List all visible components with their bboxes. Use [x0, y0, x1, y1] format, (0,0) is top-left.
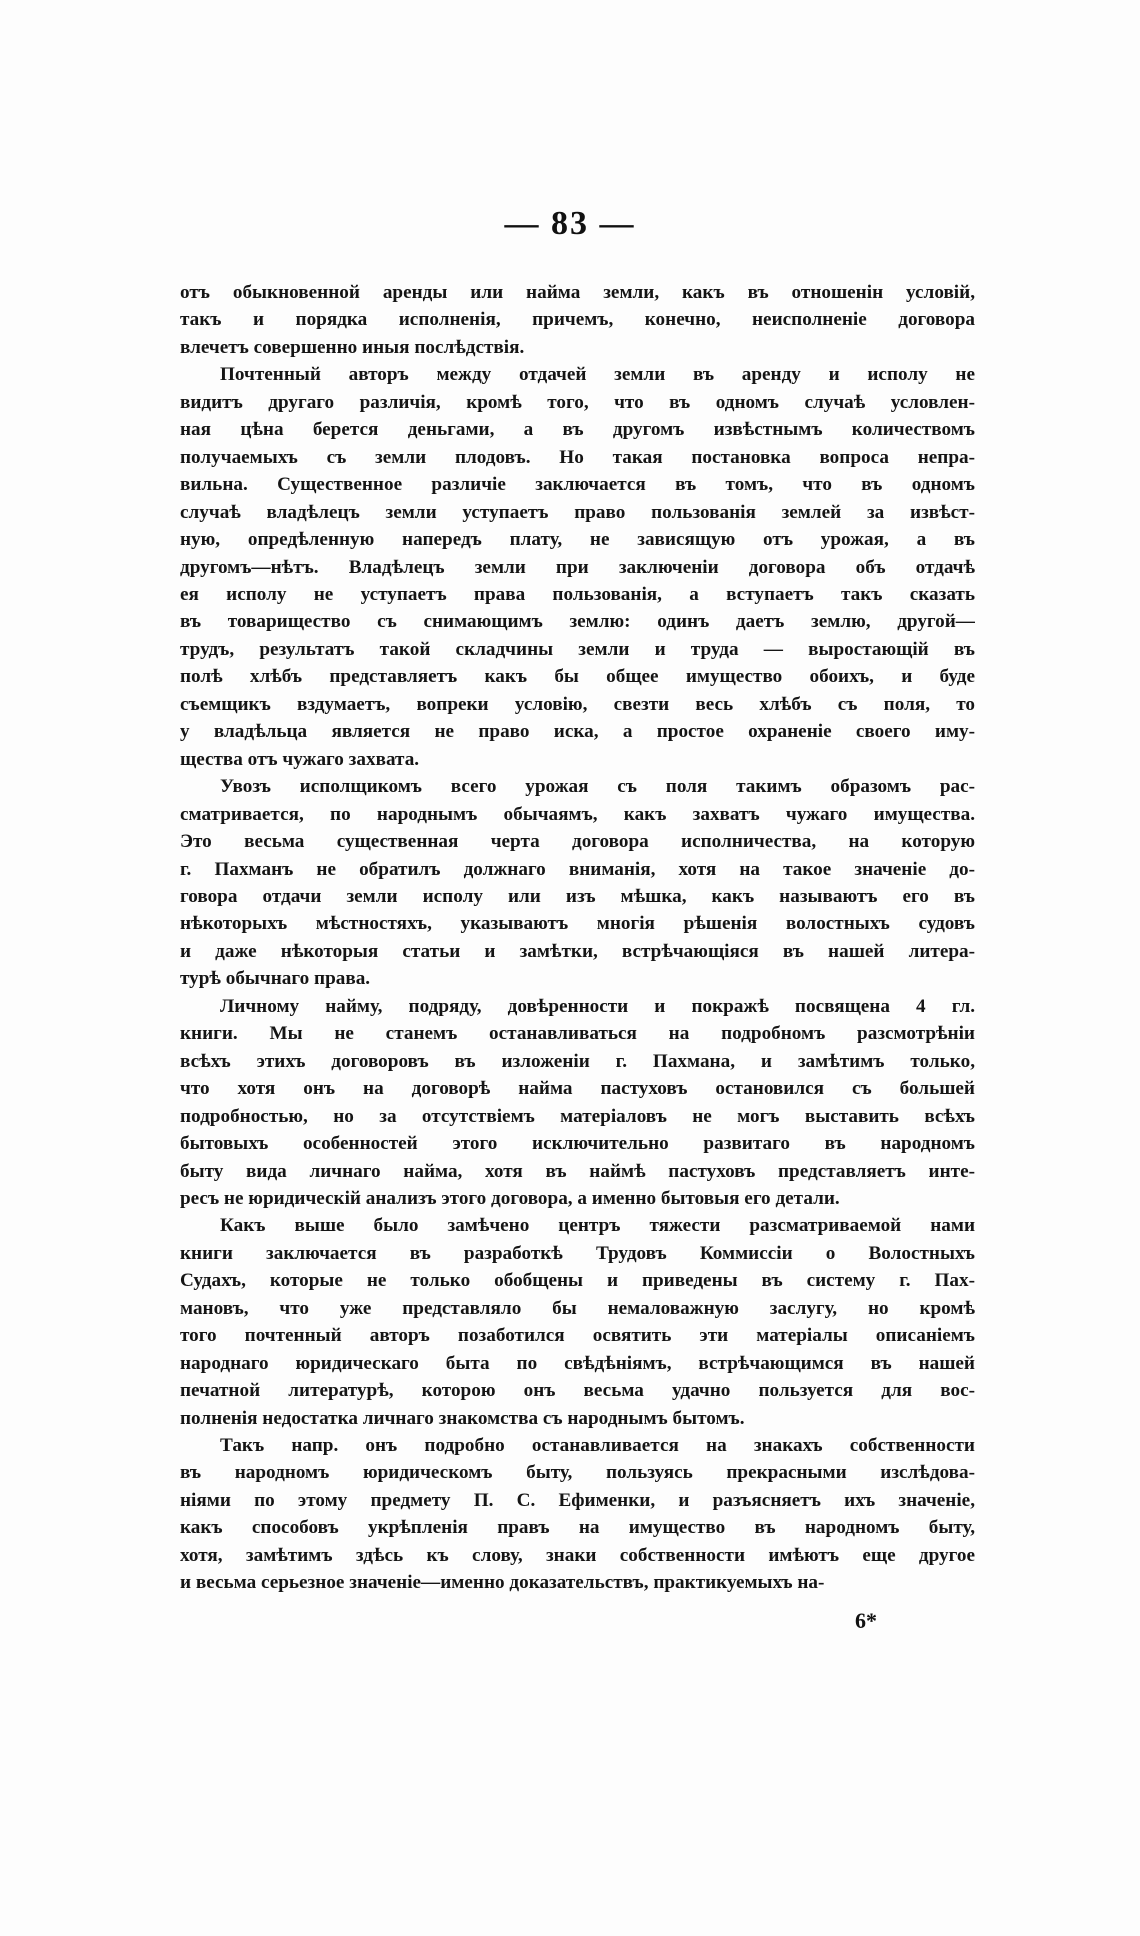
text-line: Судахъ, которые не только обобщены и приведены въ систему г. Пах- — [180, 1270, 975, 1292]
paragraph — [180, 279, 975, 361]
text-line: у владѣльца является не право иска, а простое охраненіе своего иму- — [180, 721, 975, 743]
text-line: въ народномъ юридическомъ быту, пользуясь прекрасными изслѣдова- — [180, 1462, 975, 1484]
text-line: Личному найму, подряду, довѣренности и покражѣ посвящена 4 гл. — [220, 995, 975, 1017]
text-line: нѣкоторыхъ мѣстностяхъ, указываютъ многія рѣшенія волостныхъ судовъ — [180, 913, 975, 935]
text-line: какъ способовъ укрѣпленія правъ на имущество въ народномъ быту, — [180, 1517, 975, 1539]
text-line: полѣ хлѣбъ представляетъ какъ бы общее имущество обоихъ, и буде — [180, 666, 975, 688]
text-line: бытовыхъ особенностей этого исключительно развитаго въ народномъ — [180, 1133, 975, 1155]
page-number: — 83 — — [504, 205, 636, 242]
text-line: съемщикъ вздумаетъ, вопреки условію, свезти весь хлѣбъ съ поля, то — [180, 693, 975, 715]
text-line: ная цѣна берется деньгами, а въ другомъ извѣстнымъ количествомъ — [180, 419, 975, 441]
text-line: Какъ выше было замѣчено центръ тяжести разсматриваемой нами — [220, 1215, 975, 1237]
text-line: и даже нѣкоторыя статьи и замѣтки, встрѣчающіяся въ нашей литера- — [180, 940, 975, 962]
text-line: турѣ обычнаго права. — [180, 968, 371, 990]
text-line: полненія недостатка личнаго знакомства съ народнымъ бытомъ. — [180, 1407, 745, 1429]
text-line: что хотя онъ на договорѣ найма пастуховъ остановился съ большей — [180, 1078, 975, 1100]
printer-signature-mark: 6* — [855, 1608, 877, 1633]
text-line: видитъ другаго различія, кромѣ того, что въ одномъ случаѣ условлен- — [180, 391, 975, 413]
text-line: говора отдачи земли исполу или изъ мѣшка, какъ называютъ его въ — [180, 885, 975, 907]
text-line: ея исполу не уступаетъ права пользованія, а вступаетъ такъ сказать — [180, 583, 975, 605]
text-line: того почтенный авторъ позаботился освятить эти матеріалы описаніемъ — [180, 1325, 975, 1347]
text-line: печатной литературѣ, которою онъ весьма удачно пользуется для вос- — [180, 1380, 975, 1402]
text-line: Такъ напр. онъ подробно останавливается на знакахъ собственности — [220, 1435, 975, 1457]
text-line: ную, опредѣленную напередъ плату, не зависящую отъ урожая, а въ — [180, 529, 975, 551]
paragraph — [180, 1432, 975, 1597]
body-text — [180, 279, 975, 1597]
text-line: влечетъ совершенно иныя послѣдствія. — [180, 336, 525, 358]
text-line: книги заключается въ разработкѣ Трудовъ Коммиссіи о Волостныхъ — [180, 1242, 975, 1264]
text-line: народнаго юридическаго быта по свѣдѣніямъ, встрѣчающимся въ нашей — [180, 1352, 975, 1374]
paragraph — [180, 361, 975, 773]
text-line: мановъ, что уже представляло бы немаловажную заслугу, но кромѣ — [180, 1297, 975, 1319]
text-line: такъ и порядка исполненія, причемъ, конечно, неисполненіе договора — [180, 309, 975, 331]
text-line: хотя, замѣтимъ здѣсь къ слову, знаки собственности имѣютъ еще другое — [180, 1544, 975, 1566]
text-line: и весьма серьезное значеніе—именно доказательствъ, практикуемыхъ на- — [180, 1572, 825, 1594]
text-line: подробностью, но за отсутствіемъ матеріаловъ не могъ выставить всѣхъ — [180, 1105, 975, 1127]
text-line: трудъ, результатъ такой складчины земли и труда — выростающій въ — [180, 638, 975, 660]
text-line: вильна. Существенное различіе заключается въ томъ, что въ одномъ — [180, 474, 975, 496]
text-line: Почтенный авторъ между отдачей земли въ аренду и исполу не — [220, 364, 975, 386]
text-line: ніями по этому предмету П. С. Ефименки, и разъясняетъ ихъ значеніе, — [180, 1489, 975, 1511]
paragraph — [180, 773, 975, 993]
text-line: отъ обыкновенной аренды или найма земли, какъ въ отношенін условій, — [180, 282, 975, 303]
text-line: случаѣ владѣлецъ земли уступаетъ право пользованія землей за извѣст- — [180, 501, 975, 523]
text-line: ресъ не юридическій анализъ этого договора, а именно бытовыя его детали. — [180, 1187, 840, 1209]
text-line: щества отъ чужаго захвата. — [180, 748, 420, 770]
text-line: быту вида личнаго найма, хотя въ наймѣ пастуховъ представляетъ инте- — [180, 1160, 975, 1182]
text-line: въ товарищество съ снимающимъ землю: одинъ даетъ землю, другой— — [180, 611, 975, 633]
paragraph — [180, 1212, 975, 1432]
text-line: книги. Мы не станемъ останавливаться на подробномъ разсмотрѣніи — [180, 1023, 975, 1045]
text-line: сматривается, по народнымъ обычаямъ, какъ захватъ чужаго имущества. — [180, 803, 975, 825]
text-line: всѣхъ этихъ договоровъ въ изложеніи г. Пахмана, и замѣтимъ только, — [180, 1050, 975, 1072]
text-line: получаемыхъ съ земли плодовъ. Но такая постановка вопроса непра- — [180, 446, 975, 468]
paragraph — [180, 993, 975, 1213]
text-line: другомъ—нѣтъ. Владѣлецъ земли при заключеніи договора объ отдачѣ — [180, 556, 975, 578]
text-line: г. Пахманъ не обратилъ должнаго вниманія, хотя на такое значеніе до- — [180, 858, 975, 880]
text-line: Увозъ исполщикомъ всего урожая съ поля такимъ образомъ рас- — [220, 776, 975, 798]
text-line: Это весьма существенная черта договора исполничества, на которую — [180, 831, 975, 853]
